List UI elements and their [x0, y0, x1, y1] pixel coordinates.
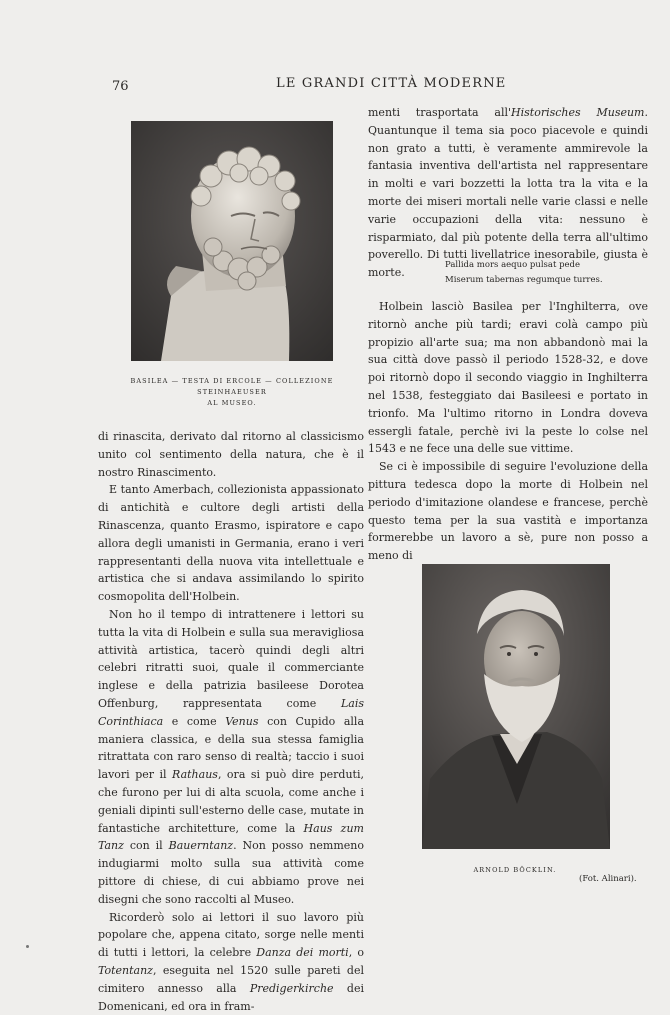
paper-speck [26, 945, 29, 948]
running-title: LE GRANDI CITTÀ MODERNE [276, 76, 507, 91]
text-span: con il [123, 839, 169, 853]
text-span: , eseguita nel 1520 sulle pareti del cimitero annesso alla [98, 963, 364, 995]
page-number: 76 [112, 79, 129, 94]
right-column-middle [368, 298, 648, 565]
italic-title: Totentanz [98, 963, 153, 977]
text-span: con Cupido alla maniera classica, e della sua stessa famiglia ritrattata con raro senso di realtà; taccio i suoi lavori per il [98, 714, 364, 782]
left-column [98, 428, 364, 1015]
italic-title: Venus [225, 714, 259, 728]
portrait-caption: ARNOLD BÖCKLIN. [473, 866, 557, 874]
italic-title: Danza dei morti [256, 946, 349, 960]
right-column-top [368, 104, 648, 282]
italic-title: Historisches Museum [511, 106, 645, 119]
text-span: , ora si può dire perduti, che furono per lui di alta scuola, come anche i geniali dipinti sull'esterno delle case, mutate in fantastiche architetture, come la [98, 768, 364, 835]
portrait-illustration [422, 564, 610, 849]
quote-line-1: Pallida mors aequo pulsat pede [445, 260, 581, 270]
italic-title: Bauerntanz [168, 839, 234, 853]
right-paragraph-2: Holbein lasciò Basilea per l'Inghilterra, ove ritornò anche più tardi; eravi colà campo più propizio all'arte sua; ma non abbandonò mai la sua città dove passò il periodo 1528-32, e dove poi ritornò dopo il secondo viaggio in Inghilterra nel 1538, festeggiato dai Basileesi e portato in trionfo. Ma l'ultimo ritorno in Londra doveva essergli fatale, perchè ivi la peste lo colse nel 1543 e ne fece una delle sue vittime. [368, 300, 648, 456]
bust-caption-line2: AL MUSEO. [207, 399, 257, 407]
text-span: Ricorderò solo ai lettori il suo lavoro più popolare che, appena citato, sorge nelle menti di tutti i lettori, la celebre [98, 910, 364, 960]
text-span: menti trasportata all' [368, 106, 512, 119]
left-paragraph-2: E tanto Amerbach, collezionista appassionato di antichità e cultore degli artisti della Rinascenza, quanto Erasmo, ispiratore e capo allora degli umanisti in Germania, erano i veri rappresentanti della nuova vita intellettuale e artistica che si andava assimilando lo spirito cosmopolita dell'Holbein. [98, 483, 364, 604]
latin-quote [445, 258, 603, 287]
text-span: . Quantunque il tema sia poco piacevole e quindi non grato a tutti, è veramente ammirevole la fantasia inventiva dell'artista nel rappresentare in molti e vari bozzetti la lotta tra la vita e la morte dei miseri mortali nelle varie classi e nelle varie occupazioni della vita: nessuno è risparmiato, dal più potente della terra all'ultimo poverello. Di tutti livellatrice inesorabile, giusta è morte. [368, 106, 648, 280]
text-span: Non ho il tempo di intrattenere i lettori su tutta la vita di Holbein e sulla sua meravigliosa attività artistica, tacerò quindi degli altri celebri ritratti suoi, quale il commerciante inglese e della patrizia basileese Dorotea Offenburg, rappresentata come [98, 607, 364, 710]
left-paragraph-3 [98, 606, 364, 909]
right-paragraph-1 [368, 104, 648, 282]
italic-title: Predigerkirche [249, 981, 334, 995]
quote-line-2: Miserum tabernas regumque turres. [445, 274, 603, 285]
right-paragraph-3: Se ci è impossibile di seguire l'evoluzione della pittura tedesca dopo la morte di Holbein nel periodo d'imitazione olandese e francese, perchè questo tema per la sua vastità e importanza formerebbe un lavoro a sè, pure non posso a meno di [368, 460, 648, 563]
bust-caption-line1: BASILEA — TESTA DI ERCOLE — COLLEZIONE STEINHAEUSER [130, 377, 334, 396]
text-span: e come [163, 714, 226, 728]
bust-caption [104, 376, 360, 409]
italic-title: Rathaus [172, 768, 218, 782]
photo-credit: (Fot. Alinari). [579, 874, 637, 884]
text-span: . Non posso nemmeno indugiarmi molto sulla sua attività come pittore di chiese, di cui abbiamo prove nei disegni che sono raccolti al Museo. [98, 839, 364, 906]
text-span: dei Domenicani, ed ora in fram- [98, 981, 364, 1013]
bocklin-portrait-photo [422, 564, 610, 849]
bust-illustration [131, 121, 333, 361]
italic-title: Haus zum Tanz [98, 821, 364, 853]
hercules-bust-photo [131, 121, 333, 361]
left-paragraph-4 [98, 909, 364, 1015]
text-span: , o [348, 946, 364, 960]
left-paragraph-1: di rinascita, derivato dal ritorno al classicismo unito col sentimento della natura, che è il nostro Rinascimento. [98, 430, 364, 479]
italic-title: Lais Corinthiaca [98, 696, 364, 728]
